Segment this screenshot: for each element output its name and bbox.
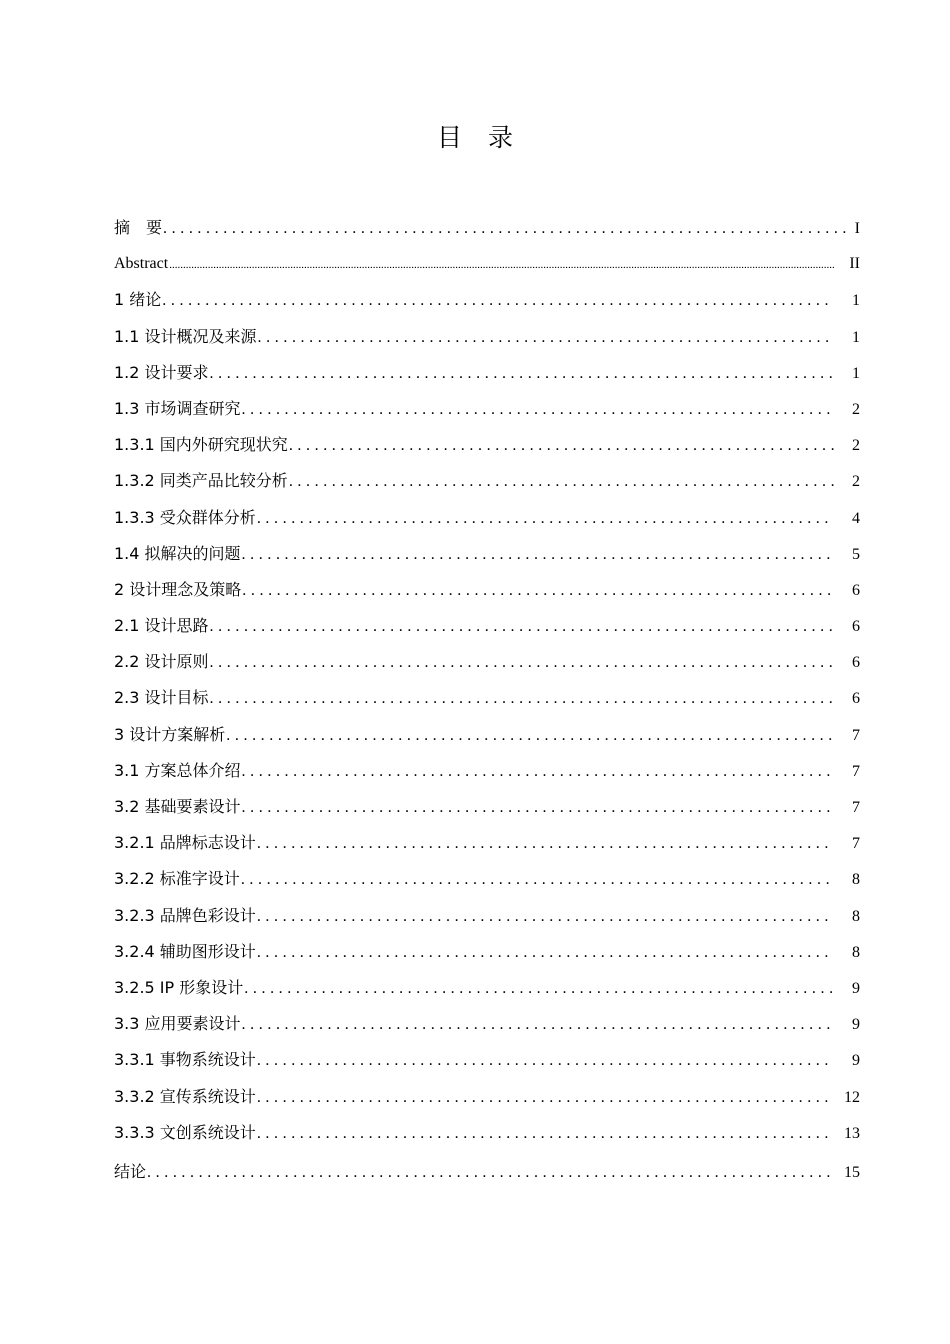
toc-label: 3.2.3 品牌色彩设计 <box>114 905 256 925</box>
toc-entry-2-1[interactable] <box>114 608 860 644</box>
title-char-2: 录 <box>488 123 514 152</box>
toc-entry-abstract-en[interactable] <box>114 246 860 282</box>
toc-leader <box>257 826 834 862</box>
toc-entry-3-3-3[interactable] <box>114 1115 860 1151</box>
toc-leader <box>257 1116 834 1152</box>
toc-entry-3-3-1[interactable] <box>114 1042 860 1078</box>
toc-leader <box>242 537 834 573</box>
toc-entry-3-2[interactable] <box>114 789 860 825</box>
toc-entry-3-2-2[interactable] <box>114 861 860 897</box>
toc-label: 3 设计方案解析 <box>114 724 226 744</box>
toc-label: 1.3.2 同类产品比较分析 <box>114 471 288 491</box>
toc-entry-1-3-3[interactable] <box>114 500 860 536</box>
toc-leader <box>163 211 850 247</box>
toc-label: 3.2.1 品牌标志设计 <box>114 833 256 853</box>
toc-page-number: 6 <box>852 618 860 636</box>
toc-leader <box>162 283 834 319</box>
toc-page-number: 9 <box>852 1052 860 1070</box>
toc-leader <box>147 1155 834 1191</box>
toc-entry-3-1[interactable] <box>114 753 860 789</box>
toc-label: 1.3 市场调查研究 <box>114 398 241 418</box>
toc-label: 1.3.1 国内外研究现状究 <box>114 435 288 455</box>
toc-label: 3.2 基础要素设计 <box>114 797 241 816</box>
toc-label: 1.4 拟解决的问题 <box>114 543 241 563</box>
toc-entry-3[interactable] <box>114 717 860 753</box>
toc-page-number: 8 <box>852 907 860 925</box>
toc-page-number: II <box>849 255 860 273</box>
toc-leader <box>257 1080 834 1116</box>
toc-page-number: 6 <box>852 581 860 599</box>
toc-label: 2.1 设计思路 <box>114 616 209 636</box>
toc-label: 3.2.2 标准字设计 <box>114 869 240 889</box>
toc-leader <box>169 247 834 283</box>
toc-leader <box>210 645 834 681</box>
toc-entry-1-4[interactable] <box>114 536 860 572</box>
toc-label: 3.2.4 辅助图形设计 <box>114 941 256 961</box>
toc-entry-1-1[interactable] <box>114 319 860 355</box>
toc-entry-2-3[interactable] <box>114 680 860 716</box>
toc-label: 3.3.2 宣传系统设计 <box>114 1086 256 1106</box>
toc-leader <box>210 609 834 645</box>
toc-label: 1.1 设计概况及来源 <box>114 326 257 346</box>
toc-page-number: 12 <box>844 1088 860 1106</box>
toc-leader <box>257 899 834 935</box>
toc-leader <box>242 573 834 609</box>
toc-leader <box>257 1043 834 1079</box>
toc-leader <box>242 1007 834 1043</box>
toc-page-number: 6 <box>852 690 860 708</box>
toc-leader <box>241 862 834 898</box>
toc-leader <box>257 501 834 537</box>
toc-leader <box>257 935 834 971</box>
toc-entry-3-3-2[interactable] <box>114 1079 860 1115</box>
toc-label: 3.3.1 事物系统设计 <box>114 1050 256 1070</box>
toc-page-number: 1 <box>852 292 860 310</box>
toc-leader <box>242 392 834 428</box>
toc-label: 2.2 设计原则 <box>114 652 209 672</box>
toc-leader <box>289 428 834 464</box>
toc-entry-3-2-4[interactable] <box>114 934 860 970</box>
toc-page-number: 8 <box>852 943 860 961</box>
toc-entry-2-2[interactable] <box>114 644 860 680</box>
toc-page-number: 2 <box>852 473 860 491</box>
toc-page-number: 8 <box>852 871 860 889</box>
toc-leader <box>244 971 834 1007</box>
toc-entry-2[interactable] <box>114 572 860 608</box>
toc-page-number: 13 <box>844 1124 860 1142</box>
toc-page-number: 7 <box>852 762 860 780</box>
toc-label: 2 设计理念及策略 <box>114 579 242 599</box>
toc-entry-1-3[interactable] <box>114 391 860 427</box>
toc-label: 1 绪论 <box>114 290 162 310</box>
toc-leader <box>226 718 834 754</box>
page-title <box>0 118 950 154</box>
toc-label: 3.3 应用要素设计 <box>114 1014 241 1034</box>
toc-label: 摘 要 <box>114 218 163 237</box>
toc-label: 1.3.3 受众群体分析 <box>114 507 256 527</box>
toc-page-number: 15 <box>844 1163 860 1181</box>
toc-label: 结论 <box>114 1161 147 1181</box>
title-char-1: 目 <box>436 123 462 152</box>
toc-entry-1-3-1[interactable] <box>114 427 860 463</box>
toc-label: 3.3.3 文创系统设计 <box>114 1122 256 1142</box>
toc-label: Abstract <box>114 255 169 273</box>
toc-leader <box>258 320 834 356</box>
toc-page-number: 1 <box>852 364 860 382</box>
toc-page-number: 5 <box>852 545 860 563</box>
toc-leader <box>242 754 834 790</box>
toc-label: 2.3 设计目标 <box>114 688 209 708</box>
toc-page-number: 7 <box>852 835 860 853</box>
toc-label: 3.2.5 IP 形象设计 <box>114 977 244 997</box>
toc-entry-abstract-cn[interactable] <box>114 210 860 246</box>
toc-page-number: 9 <box>852 979 860 997</box>
toc-page-number: 9 <box>852 1016 860 1034</box>
toc-entry-3-2-1[interactable] <box>114 825 860 861</box>
toc-page-number: 7 <box>852 799 860 816</box>
toc-page-number: 1 <box>852 328 860 346</box>
toc-label: 1.2 设计要求 <box>114 362 209 382</box>
toc-page-number: 6 <box>852 654 860 672</box>
toc-leader <box>242 790 834 826</box>
toc-label: 3.1 方案总体介绍 <box>114 760 241 780</box>
toc-page-number: 2 <box>852 400 860 418</box>
toc-entry-1[interactable] <box>114 282 860 318</box>
toc-page-number: 4 <box>852 509 860 527</box>
toc-page-number: 7 <box>852 726 860 744</box>
toc-leader <box>289 464 834 500</box>
table-of-contents <box>114 210 860 1190</box>
toc-entry-1-2[interactable] <box>114 355 860 391</box>
toc-page-number: 2 <box>852 437 860 455</box>
toc-entry-3-2-3[interactable] <box>114 898 860 934</box>
toc-entry-3-3[interactable] <box>114 1006 860 1042</box>
toc-leader <box>210 356 834 392</box>
toc-leader <box>210 681 834 717</box>
toc-page-number: I <box>854 220 860 237</box>
toc-entry-conclusion[interactable] <box>114 1154 860 1190</box>
toc-entry-3-2-5[interactable] <box>114 970 860 1006</box>
toc-entry-1-3-2[interactable] <box>114 463 860 499</box>
